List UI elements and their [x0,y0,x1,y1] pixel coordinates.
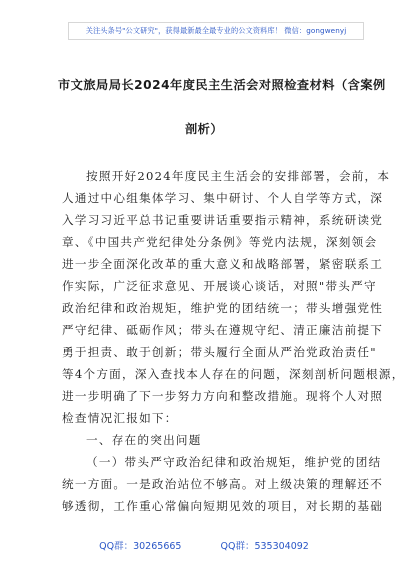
footer-contacts [0,538,408,552]
paragraph-line: 统一方面。一是政治站位不够高。对上级决策的理解还不 [62,477,384,491]
paragraph-line: 章、《中国共产党纪律处分条例》等党内法规，深刻领会 [62,235,378,249]
paragraph-line: （一）带头严守政治纪律和政治规矩，维护党的团结 [86,455,382,469]
paragraph-line: 检查情况汇报如下： [62,411,178,425]
document-title-line-1: 市文旅局局长2024年度民主生活会对照检查材料（含案例 [58,78,386,92]
paragraph-line: 够透彻，工作重心常偏向短期见效的项目，对长期的基础 [62,499,384,513]
paragraph-line: 严守纪律、砥砺作风；带头在遵规守纪、清正廉洁前提下 [62,323,384,337]
document-body [62,165,405,517]
promo-banner-text: 关注头条号"公文研究"，获得最新最全最专业的公文资料库！ 微信：gongwenyj [85,26,347,35]
paragraph-line: 勇于担责、敢于创新；带头履行全面从严治党政治责任" [62,345,377,359]
document-title-line-2: 剖析） [185,122,224,136]
paragraph-line: 进一步明确了下一步努力方向和整改措施。现将个人对照 [62,389,384,403]
promo-banner[interactable] [68,22,364,40]
qq-group-2: QQ群：535304092 [220,541,309,552]
section-heading: 一、存在的突出问题 [86,433,202,447]
paragraph-line: 等4个方面，深入查找本人存在的问题，深刻剖析问题根源， [62,367,405,381]
paragraph-line: 人通过中心组集体学习、集中研讨、个人自学等方式，深 [62,191,384,205]
paragraph-line: 作实际，广泛征求意见、开展谈心谈话，对照"带头严守 [62,279,377,293]
qq-group-1: QQ群：30265665 [99,541,182,552]
paragraph-line: 进一步全面深化改革的重大意义和战略部署，紧密联系工 [62,257,384,271]
paragraph-line: 入学习习近平总书记重要讲话重要指示精神，系统研读党 [62,213,384,227]
paragraph-line: 政治纪律和政治规矩，维护党的团结统一；带头增强党性 [62,301,384,315]
paragraph-line: 按照开好2024年度民主生活会的安排部署，会前，本 [86,169,391,183]
